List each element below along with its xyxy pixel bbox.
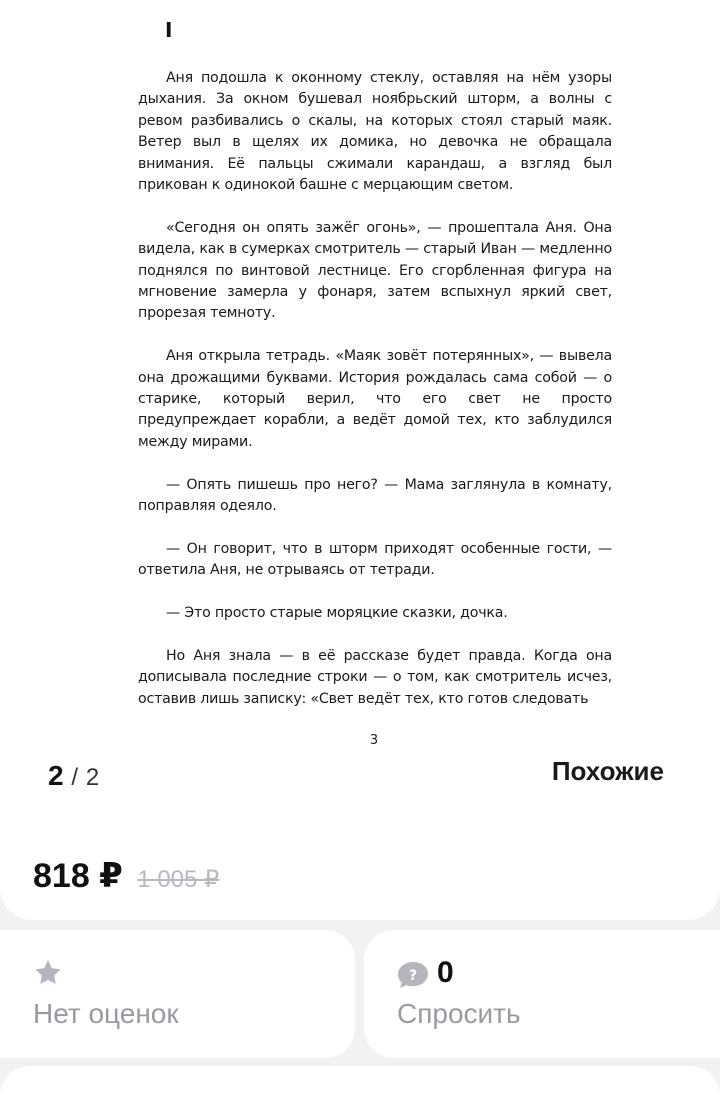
- similar-products-link[interactable]: Похожие: [551, 756, 664, 786]
- star-icon: [33, 958, 63, 993]
- book-text: [138, 68, 612, 710]
- price-current: 818 ₽: [33, 857, 123, 895]
- book-paragraph: «Сегодня он опять зажёг огонь», — прошептала Аня. Она видела, как в сумерках смотритель — старый Иван — медленно поднялся по винтовой лестнице. Его сгорбленная фигура на мгновение замерла у фонаря, затем вспыхнул яркий свет, прорезая темноту.: [138, 219, 612, 322]
- questions-count: 0: [437, 956, 454, 989]
- image-counter-separator: /: [71, 764, 79, 791]
- book-paragraph: Но Аня знала — в её рассказе будет правда. Когда она дописывала последние строки — о том, как смотритель исчез, оставив лишь записку: «Свет ведёт тех, кто готов следовать: [138, 647, 612, 707]
- book-paragraph: — Это просто старые моряцкие сказки, дочка.: [166, 605, 508, 622]
- next-section-card: [0, 1066, 720, 1096]
- ask-label: Спросить: [397, 998, 521, 1029]
- price-old: 1 005 ₽: [137, 866, 220, 893]
- question-bubble-icon: [396, 960, 430, 995]
- svg-text:?: ?: [408, 968, 418, 984]
- ask-question-card[interactable]: [364, 930, 720, 1058]
- book-paragraph: — Опять пишешь про него? — Мама заглянула в комнату, поправляя одеяло.: [138, 476, 612, 515]
- book-paragraph: Аня подошла к оконному стеклу, оставляя на нём узоры дыхания. За окном бушевал ноябрьский шторм, а волны с ревом разбивались о скалы, на которых стоял старый маяк. Ветер выл в щелях их домика, но девочка не обращала внимания. Её пальцы сжимали карандаш, а взгляд был прикован к одинокой башне с мерцающим светом.: [138, 70, 612, 194]
- page-number: 3: [369, 733, 379, 748]
- rating-card[interactable]: [0, 930, 355, 1058]
- book-paragraph: Аня открыла тетрадь. «Маяк зовёт потерянных», — вывела она дрожащими буквами. История рождалась сама собой — о старике, который верил, что его свет не просто предупреждает корабли, а ведёт домой тех, кто заблудился между мирами.: [138, 348, 612, 450]
- image-counter-total: 2: [85, 764, 100, 791]
- price-row: [33, 856, 219, 896]
- image-counter: [48, 760, 99, 792]
- image-counter-current: 2: [48, 760, 64, 791]
- chapter-numeral: I: [165, 18, 173, 42]
- book-paragraph: — Он говорит, что в шторм приходят особенные гости, — ответила Аня, не отрываясь от тетради.: [138, 540, 612, 579]
- rating-label: Нет оценок: [33, 998, 179, 1029]
